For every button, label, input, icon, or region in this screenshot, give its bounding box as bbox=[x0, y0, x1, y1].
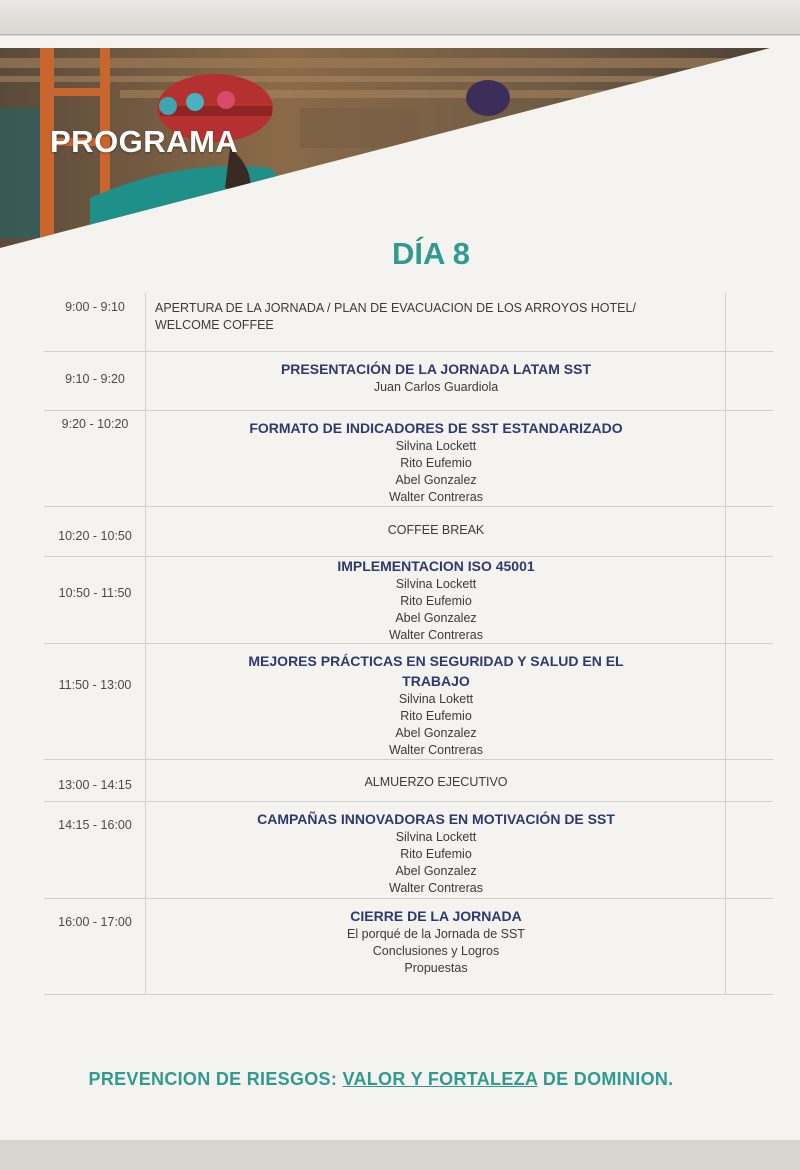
speaker-name: Walter Contreras bbox=[388, 743, 483, 757]
time-slot: 9:20 - 10:20 bbox=[61, 417, 129, 431]
agenda-item: El porqué de la Jornada de SST bbox=[347, 927, 525, 941]
speaker-name: Silvina Lockett bbox=[395, 830, 477, 844]
session-block bbox=[146, 906, 726, 977]
session-block bbox=[146, 418, 726, 506]
speaker-name: Rito Eufemio bbox=[400, 709, 472, 723]
row-divider bbox=[44, 898, 773, 899]
break-label: ALMUERZO EJECUTIVO bbox=[364, 775, 508, 789]
row-divider bbox=[44, 759, 773, 760]
session-title: FORMATO DE INDICADORES DE SST ESTANDARIZADO bbox=[249, 420, 623, 436]
description-line: WELCOME COFFEE bbox=[155, 318, 274, 332]
agenda-item: Propuestas bbox=[404, 961, 468, 975]
row-divider bbox=[44, 801, 773, 802]
description-line: APERTURA DE LA JORNADA / PLAN DE EVACUACION DE LOS ARROYOS HOTEL/ bbox=[155, 301, 636, 315]
time-slot: 11:50 - 13:00 bbox=[58, 678, 132, 692]
session-title: CAMPAÑAS INNOVADORAS EN MOTIVACIÓN DE SST bbox=[257, 811, 615, 827]
row-divider bbox=[44, 351, 773, 352]
session-title: MEJORES PRÁCTICAS EN SEGURIDAD Y SALUD EN EL bbox=[248, 653, 624, 669]
time-slot: 10:50 - 11:50 bbox=[58, 586, 132, 600]
session-block bbox=[146, 556, 726, 644]
break-label: COFFEE BREAK bbox=[387, 523, 485, 537]
speaker-name: Walter Contreras bbox=[388, 628, 483, 642]
speaker-name: Abel Gonzalez bbox=[395, 473, 477, 487]
speaker-name: Silvina Lokett bbox=[398, 692, 474, 706]
speaker-name: Walter Contreras bbox=[388, 881, 483, 895]
session-title: CIERRE DE LA JORNADA bbox=[350, 908, 522, 924]
time-slot: 13:00 - 14:15 bbox=[58, 778, 132, 792]
section-title: PROGRAMA bbox=[50, 124, 239, 159]
time-slot: 9:00 - 9:10 bbox=[65, 300, 125, 314]
session-block bbox=[146, 651, 726, 759]
time-slot: 10:20 - 10:50 bbox=[58, 529, 132, 543]
speaker-name: Abel Gonzalez bbox=[395, 611, 477, 625]
session-description bbox=[155, 300, 715, 334]
session-title: IMPLEMENTACION ISO 45001 bbox=[337, 558, 535, 574]
tagline-underlined: VALOR Y FORTALEZA bbox=[342, 1069, 538, 1089]
speaker-name: Rito Eufemio bbox=[400, 456, 472, 470]
schedule-table bbox=[44, 293, 773, 995]
speaker-name: Silvina Lockett bbox=[395, 439, 477, 453]
footer-tagline bbox=[0, 1069, 762, 1090]
speaker-name: Walter Contreras bbox=[388, 490, 483, 504]
speaker-name: Abel Gonzalez bbox=[395, 726, 477, 740]
speaker-name: Rito Eufemio bbox=[400, 594, 472, 608]
session-title: TRABAJO bbox=[402, 673, 470, 689]
day-title: DÍA 8 bbox=[391, 236, 471, 271]
time-slot: 14:15 - 16:00 bbox=[58, 818, 132, 832]
session-title: PRESENTACIÓN DE LA JORNADA LATAM SST bbox=[280, 361, 592, 377]
time-slot: 16:00 - 17:00 bbox=[58, 915, 132, 929]
row-divider bbox=[44, 994, 773, 995]
time-slot: 9:10 - 9:20 bbox=[65, 372, 125, 386]
speaker-name: Abel Gonzalez bbox=[395, 864, 477, 878]
row-divider bbox=[44, 410, 773, 411]
session-block bbox=[146, 359, 726, 396]
tagline-part: PREVENCION DE RIESGOS: bbox=[88, 1069, 343, 1089]
agenda-item: Conclusiones y Logros bbox=[372, 944, 500, 958]
tagline-part: DE DOMINION. bbox=[537, 1069, 674, 1089]
session-block bbox=[146, 809, 726, 897]
speaker-name: Juan Carlos Guardiola bbox=[373, 380, 499, 394]
row-divider bbox=[44, 506, 773, 507]
speaker-name: Silvina Lockett bbox=[395, 577, 477, 591]
previous-page-edge bbox=[0, 0, 800, 35]
next-page-edge bbox=[0, 1140, 800, 1170]
speaker-name: Rito Eufemio bbox=[400, 847, 472, 861]
